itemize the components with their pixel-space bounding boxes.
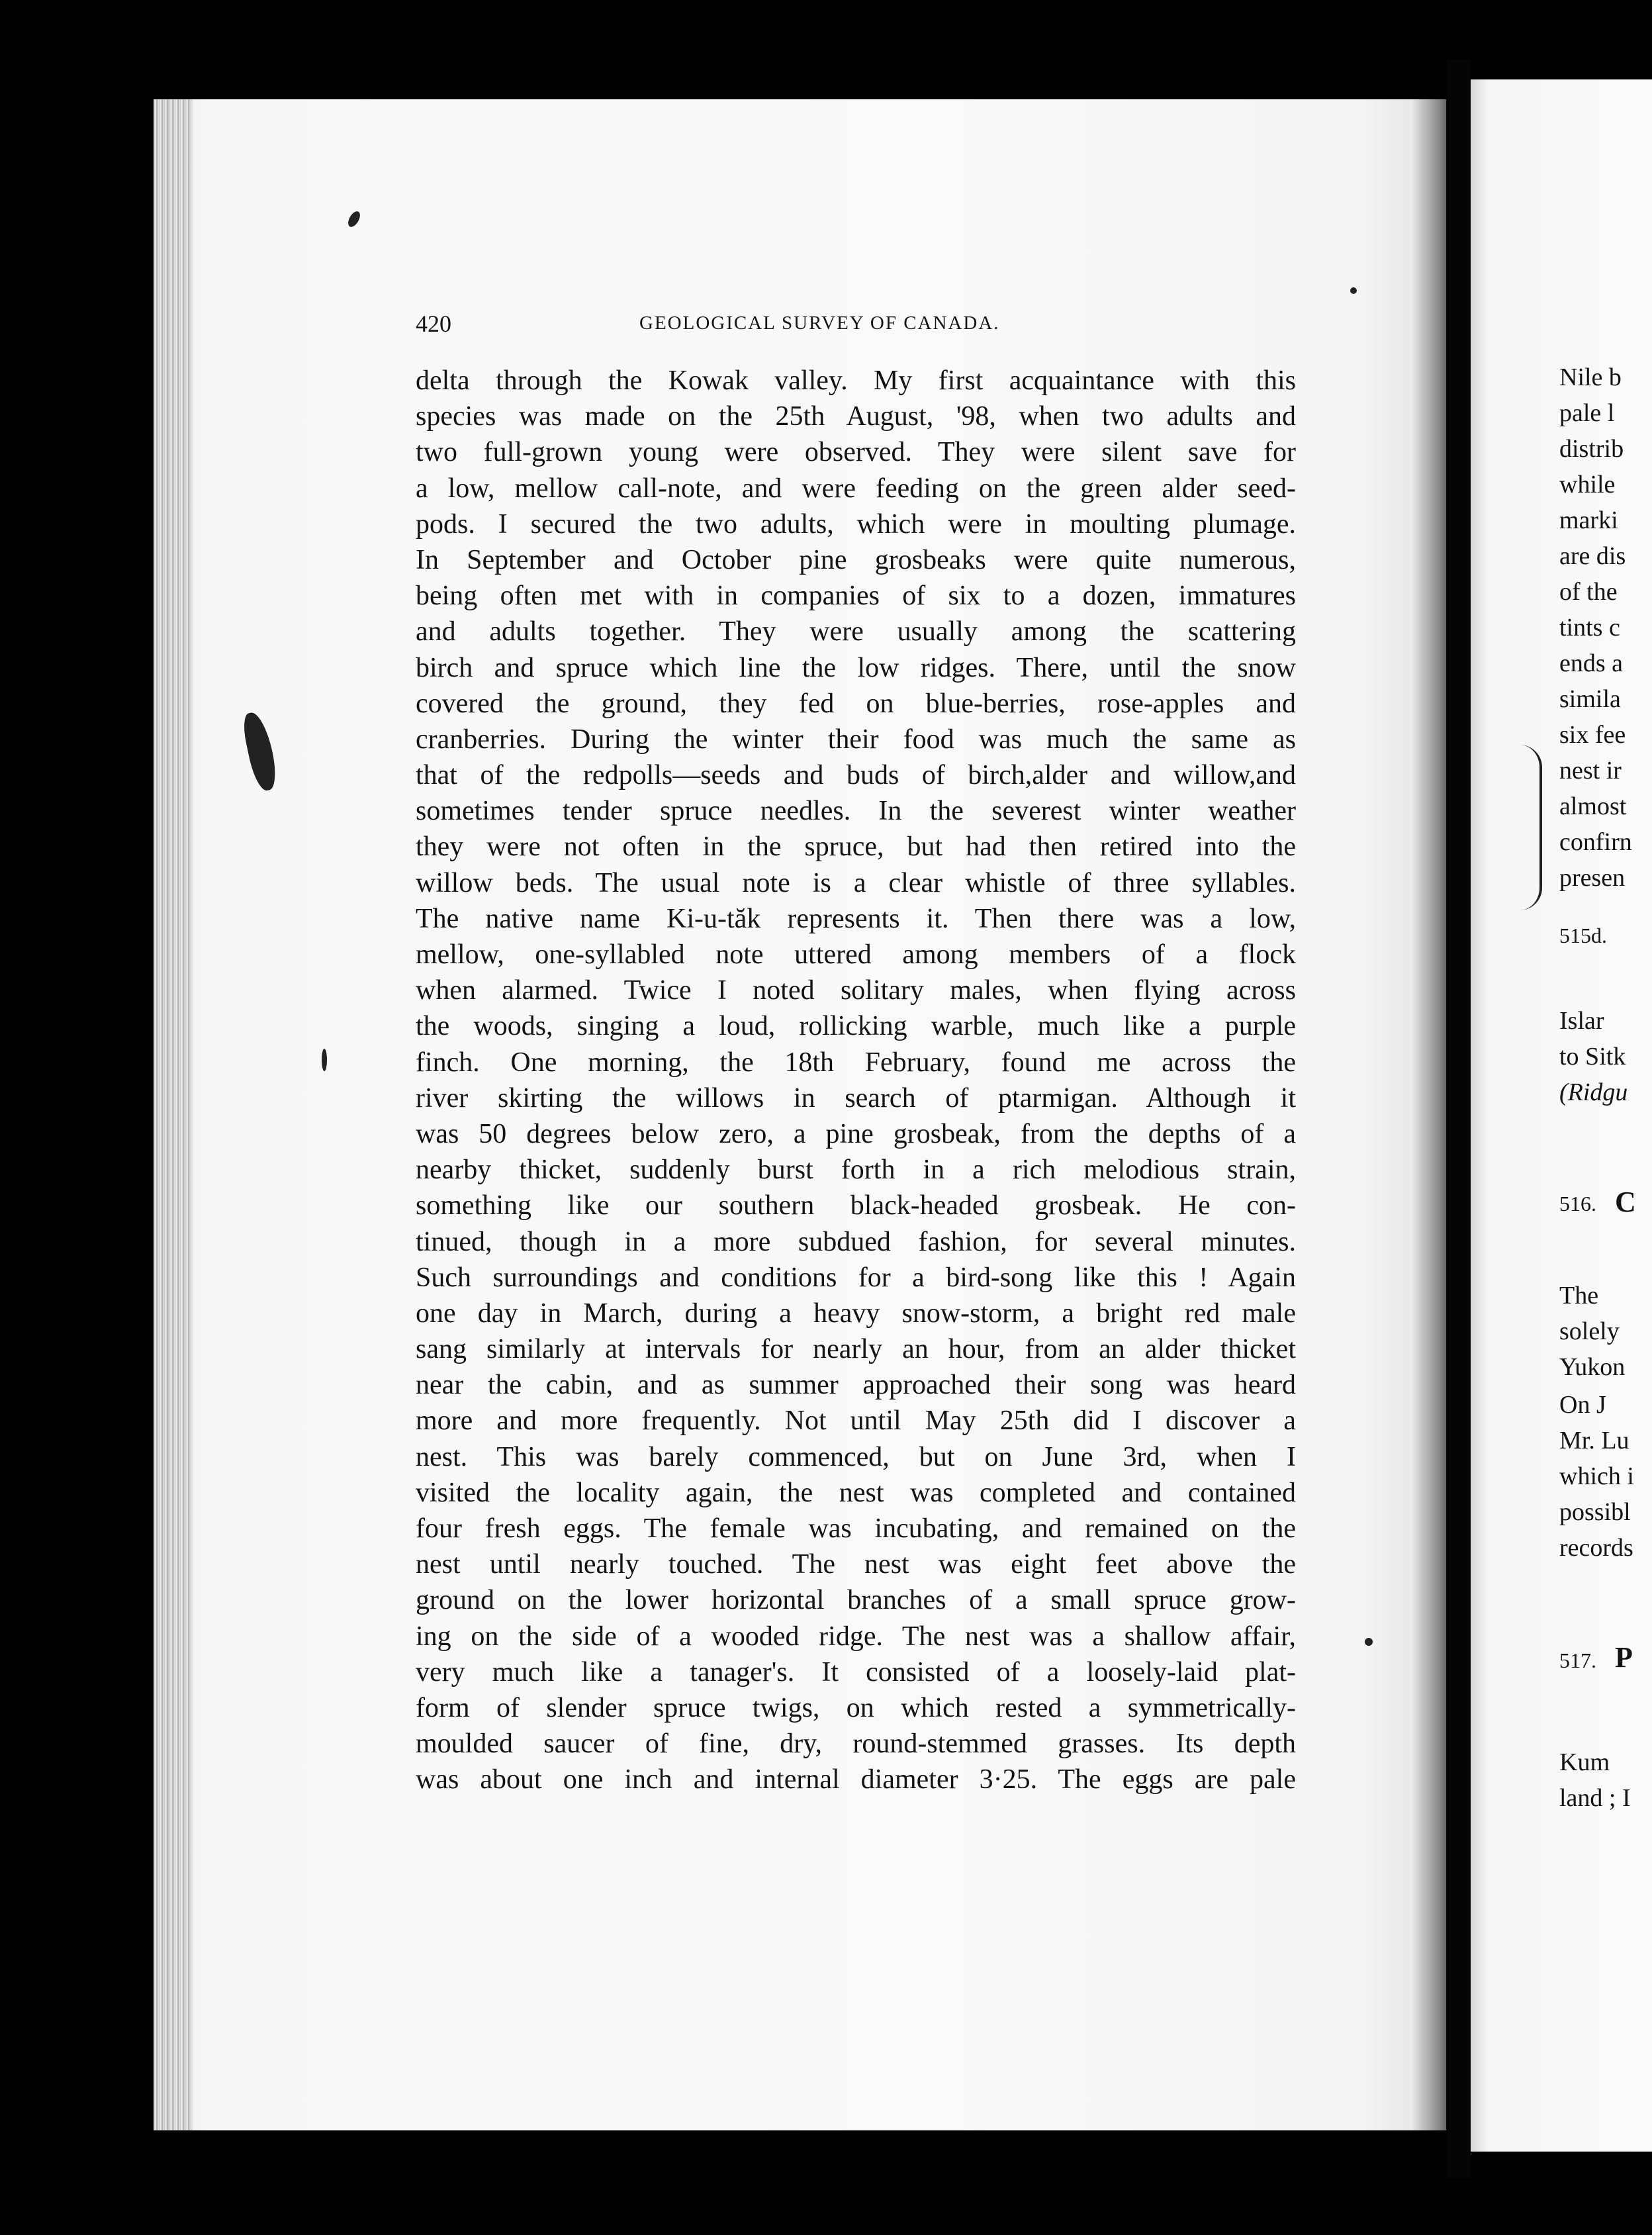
text-line: The native name Ki-u-tăk represents it. Then there was a low,: [416, 903, 1296, 934]
text-line: delta through the Kowak valley. My first acquaintance with this: [416, 365, 1296, 396]
heading-516-letter: C: [1615, 1186, 1636, 1218]
text-line: ground on the lower horizontal branches of a small spruce grow-: [416, 1585, 1296, 1616]
text-line: and adults together. They were usually among the scattering: [416, 616, 1296, 647]
heading-517-number: 517.: [1559, 1648, 1596, 1672]
right-page-text-line: Islar: [1559, 1007, 1604, 1035]
right-page-text-line: simila: [1559, 685, 1621, 713]
right-page-column: [1559, 0, 1652, 2235]
running-head: GEOLOGICAL SURVEY OF CANADA.: [639, 312, 1000, 334]
right-page-text-line: Nile b: [1559, 363, 1622, 391]
right-page-text-line: Kum: [1559, 1748, 1610, 1776]
text-line: river skirting the willows in search of ptarmigan. Although it: [416, 1082, 1296, 1114]
heading-516-number: 516.: [1559, 1192, 1596, 1215]
right-page-text-line: distrib: [1559, 435, 1624, 463]
right-page-text-line: pale l: [1559, 399, 1615, 427]
right-page-text-line: to Sitk: [1559, 1043, 1626, 1070]
text-line: nearby thicket, suddenly burst forth in a rich melodious strain,: [416, 1155, 1296, 1186]
text-line: the woods, singing a loud, rollicking warble, much like a purple: [416, 1011, 1296, 1042]
page-edge-stack: [154, 99, 193, 2130]
text-line: was about one inch and internal diameter 3·25. The eggs are pale: [416, 1764, 1296, 1795]
right-page-text-line: records: [1559, 1534, 1633, 1562]
text-line: ing on the side of a wooded ridge. The nest was a shallow affair,: [416, 1621, 1296, 1652]
text-line: was 50 degrees below zero, a pine grosbeak, from the depths of a: [416, 1118, 1296, 1149]
text-line: pods. I secured the two adults, which were in moulting plumage.: [416, 508, 1296, 540]
right-page-text-line: (Ridgu: [1559, 1078, 1628, 1106]
scan-speck: [322, 1049, 327, 1071]
right-page-text-line: presen: [1559, 864, 1626, 892]
text-line: a low, mellow call-note, and were feeding on the green alder seed-: [416, 473, 1296, 504]
text-line: very much like a tanager's. It consisted of a loosely-laid plat-: [416, 1656, 1296, 1688]
text-line: sometimes tender spruce needles. In the severest winter weather: [416, 796, 1296, 827]
text-line: two full-grown young were observed. They were silent save for: [416, 437, 1296, 468]
right-page-text-line: of the: [1559, 578, 1618, 606]
text-line: that of the redpolls—seeds and buds of birch,alder and willow,and: [416, 760, 1296, 791]
text-line: they were not often in the spruce, but had then retired into the: [416, 832, 1296, 863]
right-page-text-line: ends a: [1559, 649, 1624, 677]
text-line: birch and spruce which line the low ridges. There, until the snow: [416, 652, 1296, 683]
right-page-text-line: tints c: [1559, 614, 1620, 642]
text-line: one day in March, during a heavy snow-storm, a bright red male: [416, 1298, 1296, 1329]
text-line: nest. This was barely commenced, but on June 3rd, when I: [416, 1441, 1296, 1472]
text-line: when alarmed. Twice I noted solitary males, when flying across: [416, 975, 1296, 1006]
text-line: sang similarly at intervals for nearly an hour, from an alder thicket: [416, 1334, 1296, 1365]
right-page-text-line: Yukon: [1559, 1353, 1626, 1381]
text-line: moulded saucer of fine, dry, round-stemmed grasses. Its depth: [416, 1729, 1296, 1760]
right-page-text-line: nest ir: [1559, 757, 1622, 785]
right-page-text-line: Mr. Lu: [1559, 1427, 1629, 1454]
text-line: being often met with in companies of six to a dozen, immatures: [416, 581, 1296, 612]
text-line: tinued, though in a more subdued fashion, for several minutes.: [416, 1226, 1296, 1257]
right-page-text-line: marki: [1559, 506, 1618, 534]
text-line: nest until nearly touched. The nest was eight feet above the: [416, 1549, 1296, 1580]
text-line: four fresh eggs. The female was incubating, and remained on the: [416, 1513, 1296, 1544]
page-number: 420: [416, 310, 451, 337]
text-line: covered the ground, they fed on blue-berries, rose-apples and: [416, 688, 1296, 719]
text-line: cranberries. During the winter their food was much the same as: [416, 724, 1296, 755]
scan-speck: [1350, 287, 1357, 294]
text-line: something like our southern black-headed grosbeak. He con-: [416, 1190, 1296, 1221]
heading-515d: 515d.: [1559, 924, 1607, 947]
text-line: In September and October pine grosbeaks were quite numerous,: [416, 544, 1296, 575]
text-line: mellow, one-syllabled note uttered among members of a flock: [416, 939, 1296, 970]
page-header: [416, 310, 1296, 343]
right-page-text-line: solely: [1559, 1317, 1620, 1345]
margin-bracket-mark: [1520, 745, 1542, 910]
right-page-text-line: are dis: [1559, 542, 1626, 570]
right-page-text-line: On J: [1559, 1391, 1606, 1419]
scan-speck: [1365, 1638, 1373, 1646]
heading-517-letter: P: [1615, 1641, 1633, 1674]
text-line: willow beds. The usual note is a clear whistle of three syllables.: [416, 867, 1296, 898]
right-page-text-line: The: [1559, 1282, 1599, 1309]
text-line: more and more frequently. Not until May 25th did I discover a: [416, 1405, 1296, 1437]
text-line: near the cabin, and as summer approached their song was heard: [416, 1370, 1296, 1401]
right-page-text-line: land ; I: [1559, 1784, 1631, 1812]
right-page-text-line: possibl: [1559, 1498, 1631, 1526]
text-line: visited the locality again, the nest was completed and contained: [416, 1477, 1296, 1508]
body-text: [416, 363, 1296, 1798]
text-line: Such surroundings and conditions for a bird-song like this ! Again: [416, 1262, 1296, 1293]
text-line: species was made on the 25th August, '98, when two adults and: [416, 401, 1296, 432]
right-page-text-line: six fee: [1559, 721, 1626, 749]
right-page-text-line: which i: [1559, 1462, 1634, 1490]
right-page-text-line: almost: [1559, 792, 1627, 820]
right-page-text-line: while: [1559, 471, 1616, 499]
right-page-text-line: confirn: [1559, 828, 1632, 856]
text-line: form of slender spruce twigs, on which rested a symmetrically-: [416, 1692, 1296, 1723]
book-spine: [1446, 60, 1471, 2178]
text-line: finch. One morning, the 18th February, found me across the: [416, 1047, 1296, 1078]
